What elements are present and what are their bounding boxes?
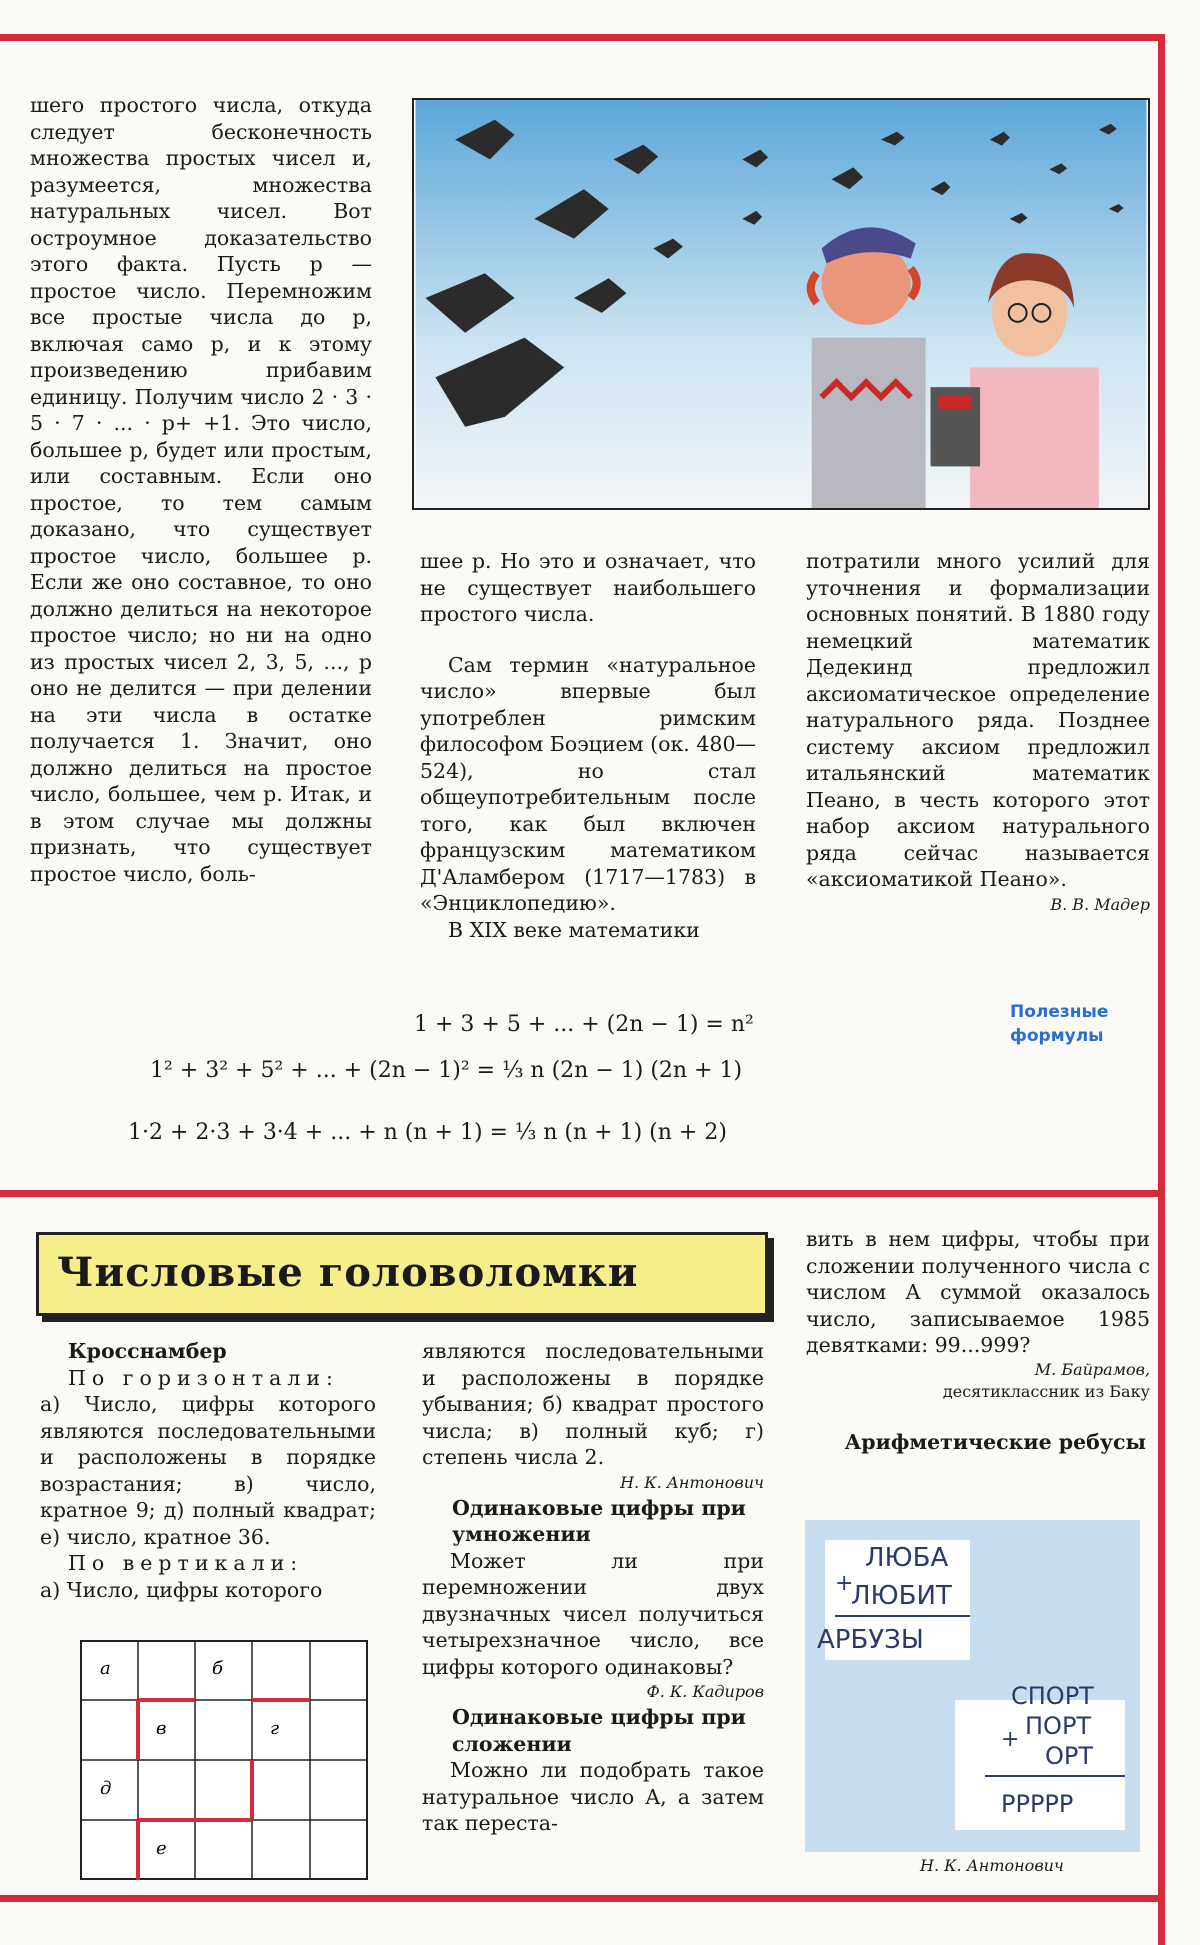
rebus2-line1: СПОРТ: [1011, 1682, 1094, 1710]
heading-same-digits-add: Одинаковые цифры при сложении: [452, 1705, 746, 1756]
article-column-3: [806, 548, 1150, 917]
puzzle-right-column: [806, 1226, 1150, 1455]
formula-3: 1·2 + 2·3 + 3·4 + ... + n (n + 1) = ⅓ n (n + 1) (n + 2): [128, 1120, 727, 1145]
rebus1-line2: ЛЮБИТ: [851, 1581, 952, 1611]
grid-label-d: д: [100, 1778, 112, 1799]
col2-paragraph-1: шее p. Но это и означает, что не существует наибольшего простого числа.: [420, 549, 756, 626]
crossnumber-grid: [80, 1640, 368, 1880]
col2-paragraph-2: Сам термин «натуральное число» впервые был употреблен римским философом Боэцием (ок. 480—524), но стал общеупотребительным после того, как был включен французским математиком Д'Аламбером (1717—1783) в «Энциклопедию».: [420, 652, 756, 915]
crossnumber-heading: Кросснамбер: [68, 1339, 227, 1363]
rebus1-line1: ЛЮБА: [865, 1543, 949, 1573]
vertical-clues: а) Число, цифры которого: [40, 1577, 323, 1602]
text-same-digits-add: Можно ли подобрать такое натуральное число A, а затем так переста-: [422, 1758, 764, 1835]
signature-antonovich-2: Н. К. Антонович: [920, 1856, 1064, 1875]
heading-same-digits-multiply: Одинаковые цифры при умножении: [452, 1495, 746, 1546]
crossnumber-continuation: являются последовательными и расположены в порядке убывания; б) квадрат простого числа; в) полный куб; г) степень числа 2.: [422, 1339, 764, 1469]
formula-2: 1² + 3² + 5² + ... + (2n − 1)² = ⅓ n (2n − 1) (2n + 1): [150, 1058, 743, 1083]
frame-middle-border: [0, 1190, 1165, 1197]
article-column-2: [420, 548, 756, 943]
frame-bottom-border: [0, 1895, 1165, 1902]
article-column-1: [30, 92, 372, 887]
rebus2-result: РРРРР: [1001, 1790, 1074, 1818]
puzzle-middle-column: [422, 1338, 764, 1837]
crossnumber-column: [40, 1338, 376, 1603]
col3-signature: В. В. Мадер: [1050, 894, 1150, 914]
right-col-text: вить в нем цифры, чтобы при сложении полученного числа с числом A суммой оказалось число, записываемое 1985 девятками: 99...999?: [806, 1227, 1150, 1357]
rebus2-line3: ОРТ: [1045, 1742, 1094, 1770]
signature-bayramov: М. Байрамов,: [1034, 1359, 1150, 1379]
arithmetic-rebus-panel: [805, 1520, 1140, 1852]
signature-antonovich-1: Н. К. Антонович: [620, 1472, 764, 1492]
horizontal-clues: а) Число, цифры которого являются последовательными и расположены в порядке возрастания; в) число, кратное 9; д) полный квадрат; е) число, кратное 36.: [40, 1392, 376, 1549]
frame-top-border: [0, 34, 1165, 41]
rebus1-result: АРБУЗЫ: [817, 1625, 924, 1655]
section-title: Числовые головоломки: [57, 1249, 639, 1296]
col3-paragraph: потратили много усилий для уточнения и формализации основных понятий. В 1880 году немецкий математик Дедекинд предложил аксиоматическое определение натурального ряда. Позднее систему аксиом предложил итальянский математик Пеано, в честь которого этот набор аксиом натурального ряда сейчас называется «аксиоматикой Пеано».: [806, 549, 1150, 891]
rebus1-plus: +: [835, 1571, 854, 1596]
formula-1: 1 + 3 + 5 + ... + (2n − 1) = n²: [414, 1012, 754, 1037]
col1-paragraph: шего простого числа, откуда следует бесконечность множества простых чисел и, разумеется, множества натуральных чисел. Вот остроумное доказательство этого факта. Пусть p — простое число. Перемножим все простые числа до p, включая само p, и к этому произведению прибавим единицу. Получим число 2 · 3 · 5 · 7 · ... · p+ +1. Это число, большее p, будет или простым, или составным. Если оно простое, то тем самым доказано, что существует простое число, большее p. Если же оно составное, то оно должно делиться на некоторое простое число; но ни на одно из простых чисел 2, 3, 5, ..., p оно не делится — при делении на эти числа в остатке получается 1. Значит, оно должно делиться на простое число, большее, чем p. Итак, и в этом случае мы должны признать, что существует простое число, боль-: [30, 93, 372, 886]
formulas-label: Полезные формулы: [1010, 1002, 1109, 1046]
rebus2-plus: +: [1001, 1727, 1020, 1752]
vertical-label: По вертикали:: [68, 1551, 304, 1575]
grid-label-g: г: [270, 1718, 280, 1739]
text-same-digits-multiply: Может ли при перемножении двух двузначных чисел получиться четырехзначное число, все цифры которого одинаковы?: [422, 1548, 764, 1679]
signature-bayramov-sub: десятиклассник из Баку: [942, 1381, 1150, 1401]
rebus-heading: Арифметические ребусы: [844, 1429, 1146, 1454]
rebus2-line2: ПОРТ: [1025, 1712, 1092, 1740]
grid-label-b: б: [212, 1658, 223, 1679]
section-title-box: [36, 1232, 768, 1316]
signature-kadirov: Ф. К. Кадиров: [646, 1682, 764, 1701]
illustration-crows-and-children: [412, 98, 1150, 510]
grid-label-a: а: [100, 1658, 111, 1679]
col2-paragraph-3: В XIX веке математики: [448, 917, 700, 942]
grid-label-v: в: [156, 1718, 167, 1739]
grid-label-e: е: [156, 1838, 167, 1859]
frame-right-border: [1158, 34, 1165, 1945]
horizontal-label: По горизонтали:: [68, 1365, 339, 1390]
